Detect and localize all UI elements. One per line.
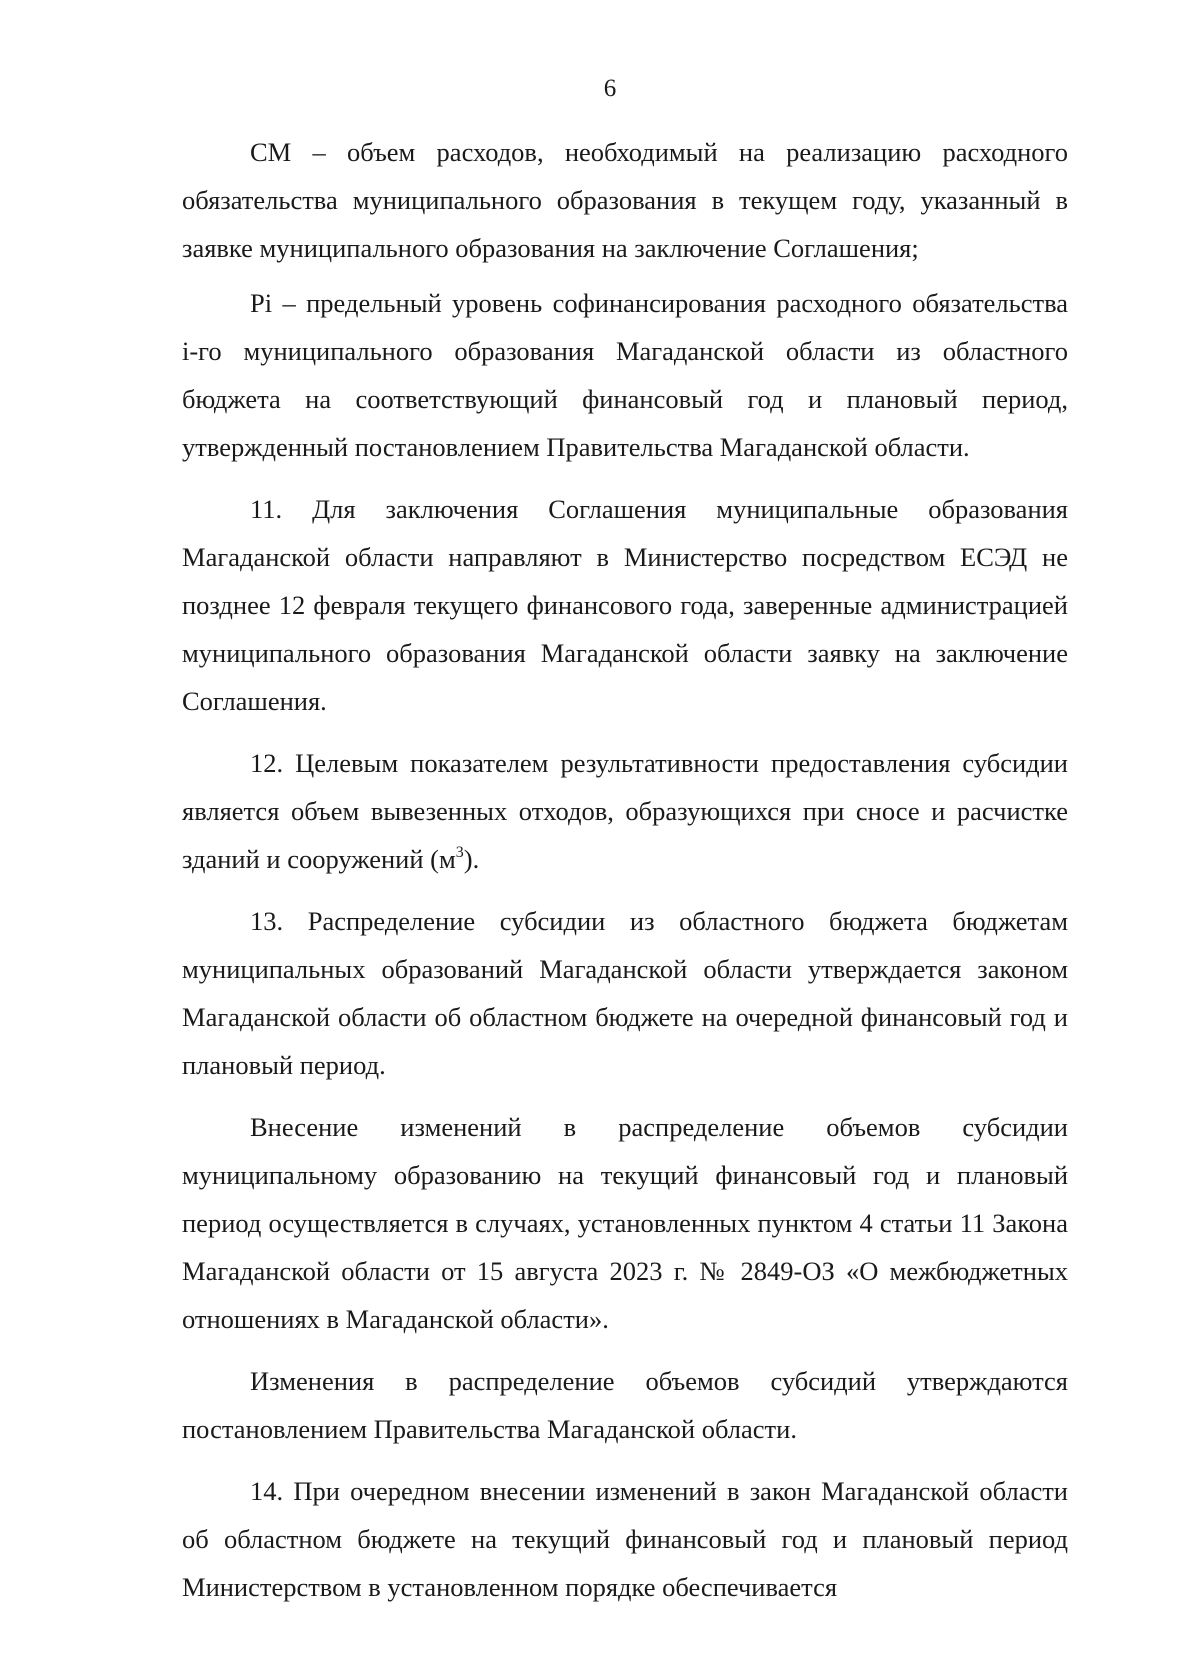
paragraph-pi-definition: Pi – предельный уровень софинансирования расходного обязательства i-го муниципального образования Магаданской области из областного бюджета на соответствующий финансовый год и плановый период, утвержденный постановлением Правительства Магаданской области.	[182, 288, 1068, 462]
paragraph-14: 14. При очередном внесении изменений в закон Магаданской области об областном бюджете на текущий финансовый год и плановый период Министерством в установленном порядке обеспечивается	[182, 1476, 1068, 1602]
paragraph-11: 11. Для заключения Соглашения муниципальные образования Магаданской области направляют в Министерство посредством ЕСЭД не позднее 12 февраля текущего финансового года, заверенные администрацией муниципального образования Магаданской области заявку на заключение Соглашения.	[182, 494, 1068, 716]
document-body	[182, 128, 1068, 1611]
paragraph-12	[182, 739, 1068, 883]
paragraph-cm-definition: CM – объем расходов, необходимый на реализацию расходного обязательства муниципального образования в текущем году, указанный в заявке муниципального образования на заключение Соглашения;	[182, 137, 1068, 263]
paragraph-changes-approval: Изменения в распределение объемов субсидий утверждаются постановлением Правительства Магаданской области.	[182, 1366, 1068, 1444]
paragraph-12-tail: ).	[463, 844, 480, 874]
cubic-superscript: 3	[455, 844, 464, 861]
paragraph-12-text: 12. Целевым показателем результативности предоставления субсидии является объем вывезенных отходов, образующихся при сносе и расчистке зданий и сооружений (м	[182, 748, 1068, 874]
paragraph-13: 13. Распределение субсидии из областного бюджета бюджетам муниципальных образований Магаданской области утверждается законом Магаданской области об областном бюджете на очередной финансовый год и плановый период.	[182, 906, 1068, 1080]
paragraph-amendments: Внесение изменений в распределение объемов субсидии муниципальному образованию на текущий финансовый год и плановый период осуществляется в случаях, установленных пунктом 4 статьи 11 Закона Магаданской области от 15 августа 2023 г. № 2849-ОЗ «О межбюджетных отношениях в Магаданской области».	[182, 1112, 1068, 1334]
page-number: 6	[603, 75, 617, 102]
